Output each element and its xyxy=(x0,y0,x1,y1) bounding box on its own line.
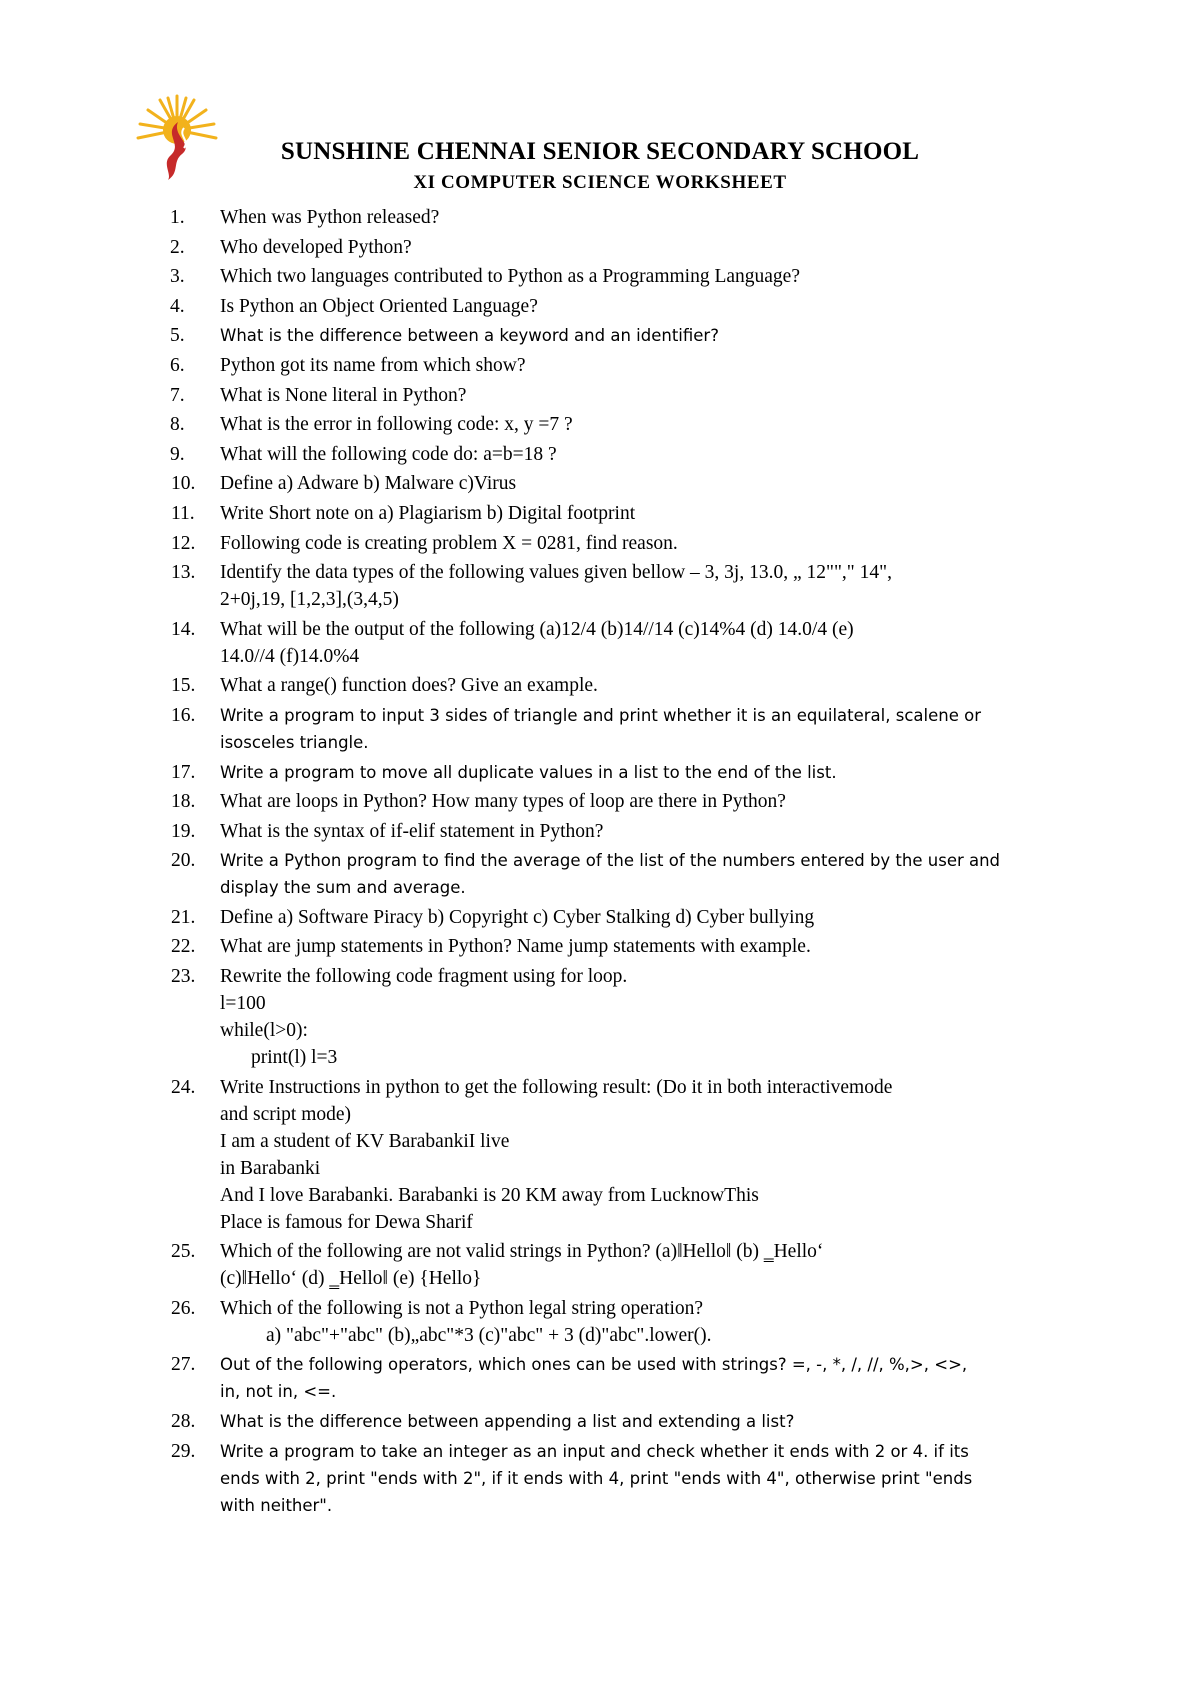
question-text: Rewrite the following code fragment using for loop. xyxy=(220,966,628,988)
question-item xyxy=(0,411,1200,438)
question-item xyxy=(0,352,1200,379)
question-item xyxy=(0,559,1200,613)
question-text-continued: 14.0//4 (f)14.0%4 xyxy=(220,645,360,667)
question-text-continued: and script mode) xyxy=(220,1103,352,1125)
question-text: What will be the output of the following (a)12/4 (b)14//14 (c)14%4 (d) 14.0/4 (e) xyxy=(220,618,854,640)
sun-flame-logo-icon xyxy=(132,92,222,182)
question-text: Following code is creating problem X = 0281, find reason. xyxy=(220,532,678,554)
question-text: Write a program to take an integer as an input and check whether it ends with 2 or 4. if its xyxy=(220,1441,969,1461)
question-number: 25. xyxy=(171,1241,196,1263)
question-text: What a range() function does? Give an example. xyxy=(220,675,598,697)
question-number: 3. xyxy=(170,266,185,288)
question-item xyxy=(0,1351,1200,1405)
question-item xyxy=(0,1074,1200,1236)
question-item xyxy=(0,470,1200,497)
question-item xyxy=(0,322,1200,349)
question-number: 17. xyxy=(171,761,196,783)
question-item xyxy=(0,963,1200,1071)
question-text-continued: with neither". xyxy=(220,1495,333,1515)
question-number: 23. xyxy=(171,966,196,988)
question-item xyxy=(0,234,1200,261)
question-text-continued: isosceles triangle. xyxy=(220,732,369,752)
question-item xyxy=(0,759,1200,786)
question-number: 7. xyxy=(170,384,185,406)
worksheet-title: XI COMPUTER SCIENCE WORKSHEET xyxy=(413,172,787,193)
question-item xyxy=(0,788,1200,815)
question-number: 9. xyxy=(170,443,185,465)
question-item xyxy=(0,818,1200,845)
question-text: What is the syntax of if-elif statement in Python? xyxy=(220,820,604,842)
output-line: in Barabanki xyxy=(220,1157,321,1179)
question-list xyxy=(0,204,1200,1521)
question-item xyxy=(0,933,1200,960)
question-text: When was Python released? xyxy=(220,207,440,228)
question-number: 10. xyxy=(171,473,196,495)
question-number: 2. xyxy=(170,236,185,258)
output-line: Place is famous for Dewa Sharif xyxy=(220,1211,473,1233)
question-number: 28. xyxy=(171,1411,196,1433)
question-text: What will the following code do: a=b=18 ? xyxy=(220,443,557,465)
question-number: 1. xyxy=(170,207,185,228)
question-item xyxy=(0,616,1200,670)
question-item xyxy=(0,672,1200,699)
code-line: while(l>0): xyxy=(220,1020,308,1042)
question-number: 12. xyxy=(171,532,196,554)
question-number: 13. xyxy=(171,562,196,584)
question-item xyxy=(0,382,1200,409)
question-item xyxy=(0,204,1200,231)
question-number: 20. xyxy=(171,850,196,872)
question-text: What is None literal in Python? xyxy=(220,384,467,406)
question-number: 26. xyxy=(171,1297,196,1319)
output-line: I am a student of KV BarabankiI live xyxy=(220,1130,510,1152)
question-item xyxy=(0,500,1200,527)
question-text: Write a program to input 3 sides of triangle and print whether it is an equilateral, scalene or xyxy=(220,705,981,725)
question-item xyxy=(0,293,1200,320)
code-line: l=100 xyxy=(220,993,266,1015)
question-text-continued: in, not in, <=. xyxy=(220,1382,337,1402)
school-name: SUNSHINE CHENNAI SENIOR SECONDARY SCHOOL xyxy=(280,138,920,165)
question-item xyxy=(0,1295,1200,1349)
question-number: 14. xyxy=(171,618,196,640)
question-number: 11. xyxy=(171,502,195,524)
question-text: Write a Python program to find the average of the list of the numbers entered by the user and xyxy=(220,851,1001,871)
question-item xyxy=(0,1238,1200,1292)
question-text: What are loops in Python? How many types of loop are there in Python? xyxy=(220,791,786,813)
question-text-continued: 2+0j,19, [1,2,3],(3,4,5) xyxy=(220,589,399,611)
question-text: Define a) Software Piracy b) Copyright c) Cyber Stalking d) Cyber bullying xyxy=(220,906,815,928)
question-text: Identify the data types of the following values given bellow – 3, 3j, 13.0, „ 12""," 14", xyxy=(220,562,892,584)
question-text: What is the difference between appending a list and extending a list? xyxy=(220,1412,795,1432)
question-number: 29. xyxy=(171,1440,196,1462)
question-item xyxy=(0,847,1200,901)
question-item xyxy=(0,904,1200,931)
question-item xyxy=(0,702,1200,756)
question-text: What is the error in following code: x, y =7 ? xyxy=(220,414,573,436)
question-text: Which of the following are not valid strings in Python? (a)‖Hello‖ (b) ‗Hello‘ xyxy=(220,1241,824,1263)
question-text: Write Short note on a) Plagiarism b) Digital footprint xyxy=(220,502,636,524)
question-text: Write Instructions in python to get the following result: (Do it in both interactivemode xyxy=(220,1076,893,1098)
question-number: 21. xyxy=(171,906,196,928)
question-number: 5. xyxy=(170,325,185,347)
code-line: print(l) l=3 xyxy=(251,1047,338,1069)
question-text: Which two languages contributed to Python as a Programming Language? xyxy=(220,266,800,288)
question-number: 16. xyxy=(171,704,196,726)
question-item xyxy=(0,441,1200,468)
question-option-line: a) "abc"+"abc" (b)„abc"*3 (c)"abc" + 3 (d)"abc".lower(). xyxy=(266,1324,712,1346)
question-item xyxy=(0,530,1200,557)
question-item xyxy=(0,1408,1200,1435)
output-line: And I love Barabanki. Barabanki is 20 KM away from LucknowThis xyxy=(220,1184,759,1206)
question-number: 27. xyxy=(171,1354,196,1376)
question-text-continued: display the sum and average. xyxy=(220,878,466,898)
question-number: 19. xyxy=(171,820,196,842)
question-number: 4. xyxy=(170,295,185,317)
question-item xyxy=(0,1438,1200,1519)
question-number: 8. xyxy=(170,414,185,436)
question-item xyxy=(0,263,1200,290)
question-text: Is Python an Object Oriented Language? xyxy=(220,295,538,317)
question-text: Who developed Python? xyxy=(220,236,412,258)
question-text: Python got its name from which show? xyxy=(220,354,526,376)
question-text: Define a) Adware b) Malware c)Virus xyxy=(220,473,517,495)
question-number: 15. xyxy=(171,675,196,697)
question-number: 18. xyxy=(171,791,196,813)
question-number: 6. xyxy=(170,354,185,376)
question-text: What are jump statements in Python? Name jump statements with example. xyxy=(220,936,811,958)
question-number: 22. xyxy=(171,936,196,958)
question-text-continued: (c)‖Hello‘ (d) ‗Hello‖ (e) {Hello} xyxy=(220,1268,482,1290)
question-text: Which of the following is not a Python legal string operation? xyxy=(220,1297,704,1319)
question-text: What is the difference between a keyword and an identifier? xyxy=(220,326,719,346)
question-text: Write a program to move all duplicate values in a list to the end of the list. xyxy=(220,762,837,782)
question-text-continued: ends with 2, print "ends with 2", if it ends with 4, print "ends with 4", otherwise print "ends xyxy=(220,1468,973,1488)
question-text: Out of the following operators, which ones can be used with strings? =, -, *, /, //, %,>, <>, xyxy=(220,1355,968,1375)
question-number: 24. xyxy=(171,1076,196,1098)
